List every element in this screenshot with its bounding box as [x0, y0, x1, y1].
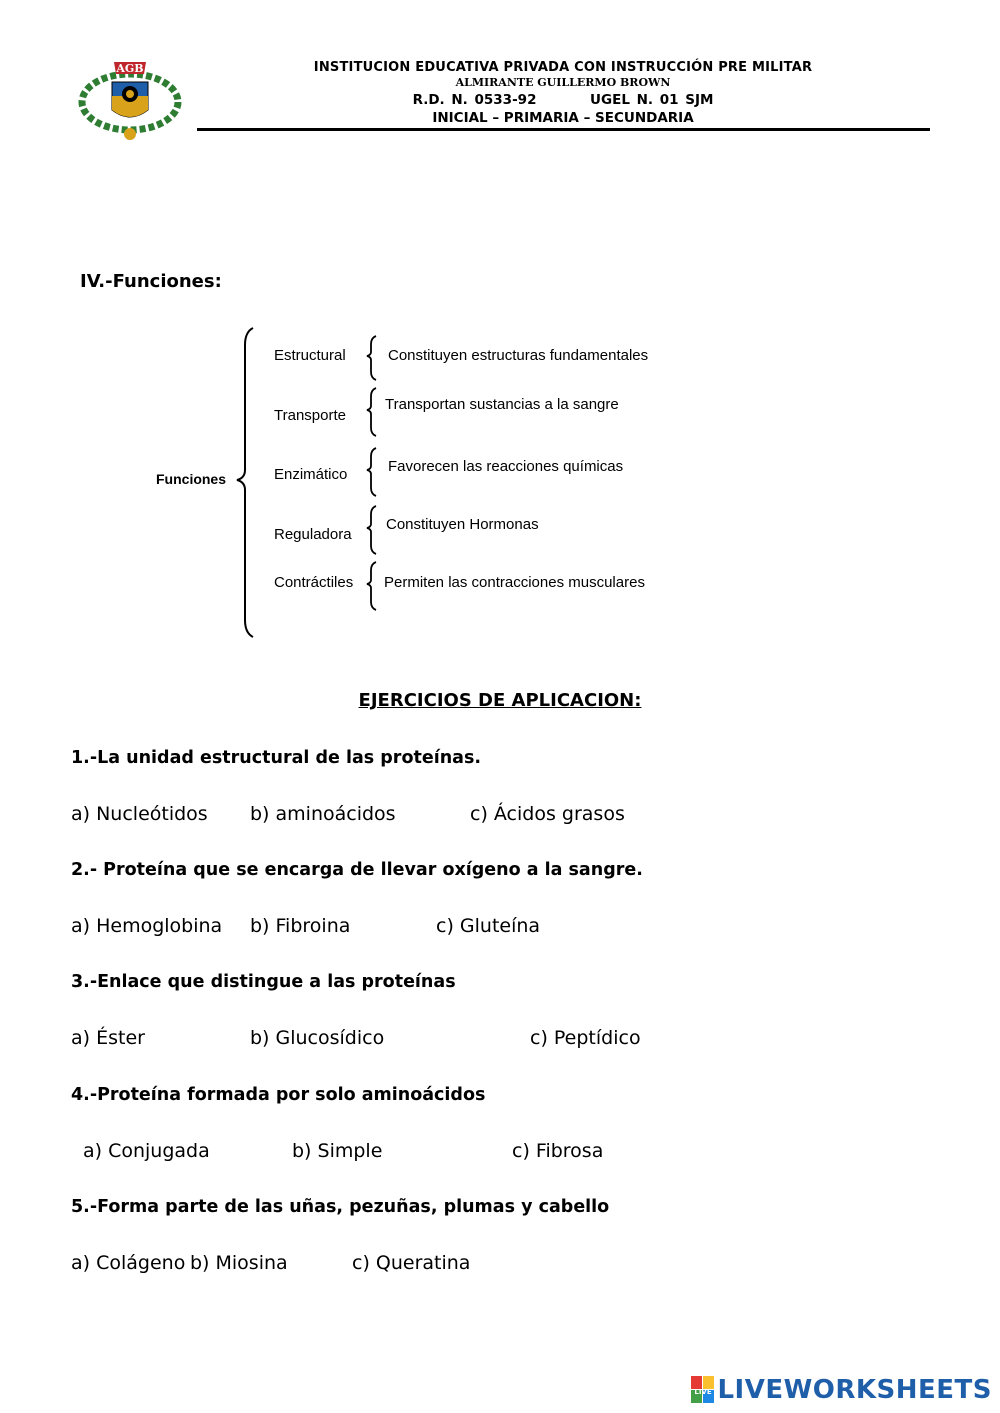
- section-title: IV.-Funciones:: [80, 271, 222, 292]
- q5-option-c[interactable]: c) Queratina: [352, 1252, 471, 1274]
- school-name: INSTITUCION EDUCATIVA PRIVADA CON INSTRUCCIÓN PRE MILITAR: [313, 60, 813, 75]
- q3-option-b[interactable]: b) Glucosídico: [250, 1027, 385, 1049]
- school-registration: R.D. N. 0533-92 UGEL N. 01 SJM: [412, 92, 714, 108]
- q4-option-a[interactable]: a) Conjugada: [83, 1140, 210, 1162]
- q5-option-a[interactable]: a) Colágeno: [71, 1252, 186, 1274]
- question-1: 1.-La unidad estructural de las proteínas.: [71, 748, 482, 768]
- school-subname: ALMIRANTE GUILLERMO BROWN: [455, 76, 671, 89]
- question-5: 5.-Forma parte de las uñas, pezuñas, plumas y cabello: [71, 1197, 610, 1217]
- brace-estructural: [367, 336, 376, 380]
- function-desc-contractiles: Permiten las contracciones musculares: [384, 574, 645, 591]
- liveworksheets-logo-text: LIVEWORKSHEETS: [717, 1375, 992, 1405]
- question-3: 3.-Enlace que distingue a las proteínas: [71, 972, 456, 992]
- function-desc-estructural: Constituyen estructuras fundamentales: [388, 347, 649, 364]
- brace-transporte: [367, 388, 376, 436]
- liveworksheets-brand: [691, 1375, 992, 1405]
- function-desc-reguladora: Constituyen Hormonas: [386, 516, 539, 533]
- q2-option-a[interactable]: a) Hemoglobina: [71, 915, 223, 937]
- function-name-enzimatico: Enzimático: [274, 466, 348, 483]
- q2-option-c[interactable]: c) Gluteína: [436, 915, 541, 937]
- function-name-transporte: Transporte: [274, 407, 346, 424]
- function-name-contractiles: Contráctiles: [274, 574, 354, 591]
- q4-option-b[interactable]: b) Simple: [292, 1140, 383, 1162]
- badge-text: LIVE: [694, 1388, 713, 1396]
- brace-contractiles: [367, 562, 376, 610]
- main-brace: [237, 328, 253, 637]
- function-desc-enzimatico: Favorecen las reacciones químicas: [388, 458, 624, 475]
- question-2: 2.- Proteína que se encarga de llevar oxígeno a la sangre.: [71, 860, 643, 880]
- logo-text: AGB: [116, 62, 144, 75]
- diagram-root-label: Funciones: [156, 471, 227, 487]
- question-4: 4.-Proteína formada por solo aminoácidos: [71, 1085, 486, 1105]
- exercises-title: EJERCICIOS DE APLICACION:: [358, 690, 642, 711]
- q1-option-b[interactable]: b) aminoácidos: [250, 803, 396, 825]
- function-name-estructural: Estructural: [274, 347, 346, 364]
- q3-option-a[interactable]: a) Éster: [71, 1027, 145, 1049]
- function-desc-transporte: Transportan sustancias a la sangre: [385, 396, 619, 413]
- q4-option-c[interactable]: c) Fibrosa: [512, 1140, 604, 1162]
- q2-option-b[interactable]: b) Fibroina: [250, 915, 351, 937]
- school-levels: INICIAL – PRIMARIA – SECUNDARIA: [432, 110, 694, 126]
- liveworksheets-badge-icon: [691, 1376, 715, 1404]
- function-name-reguladora: Reguladora: [274, 526, 352, 543]
- q3-option-c[interactable]: c) Peptídico: [530, 1027, 641, 1049]
- q1-option-a[interactable]: a) Nucleótidos: [71, 803, 208, 825]
- brace-enzimatico: [367, 448, 376, 496]
- brace-reguladora: [367, 506, 376, 554]
- q1-option-c[interactable]: c) Ácidos grasos: [470, 803, 625, 825]
- q5-option-b[interactable]: b) Miosina: [190, 1252, 288, 1274]
